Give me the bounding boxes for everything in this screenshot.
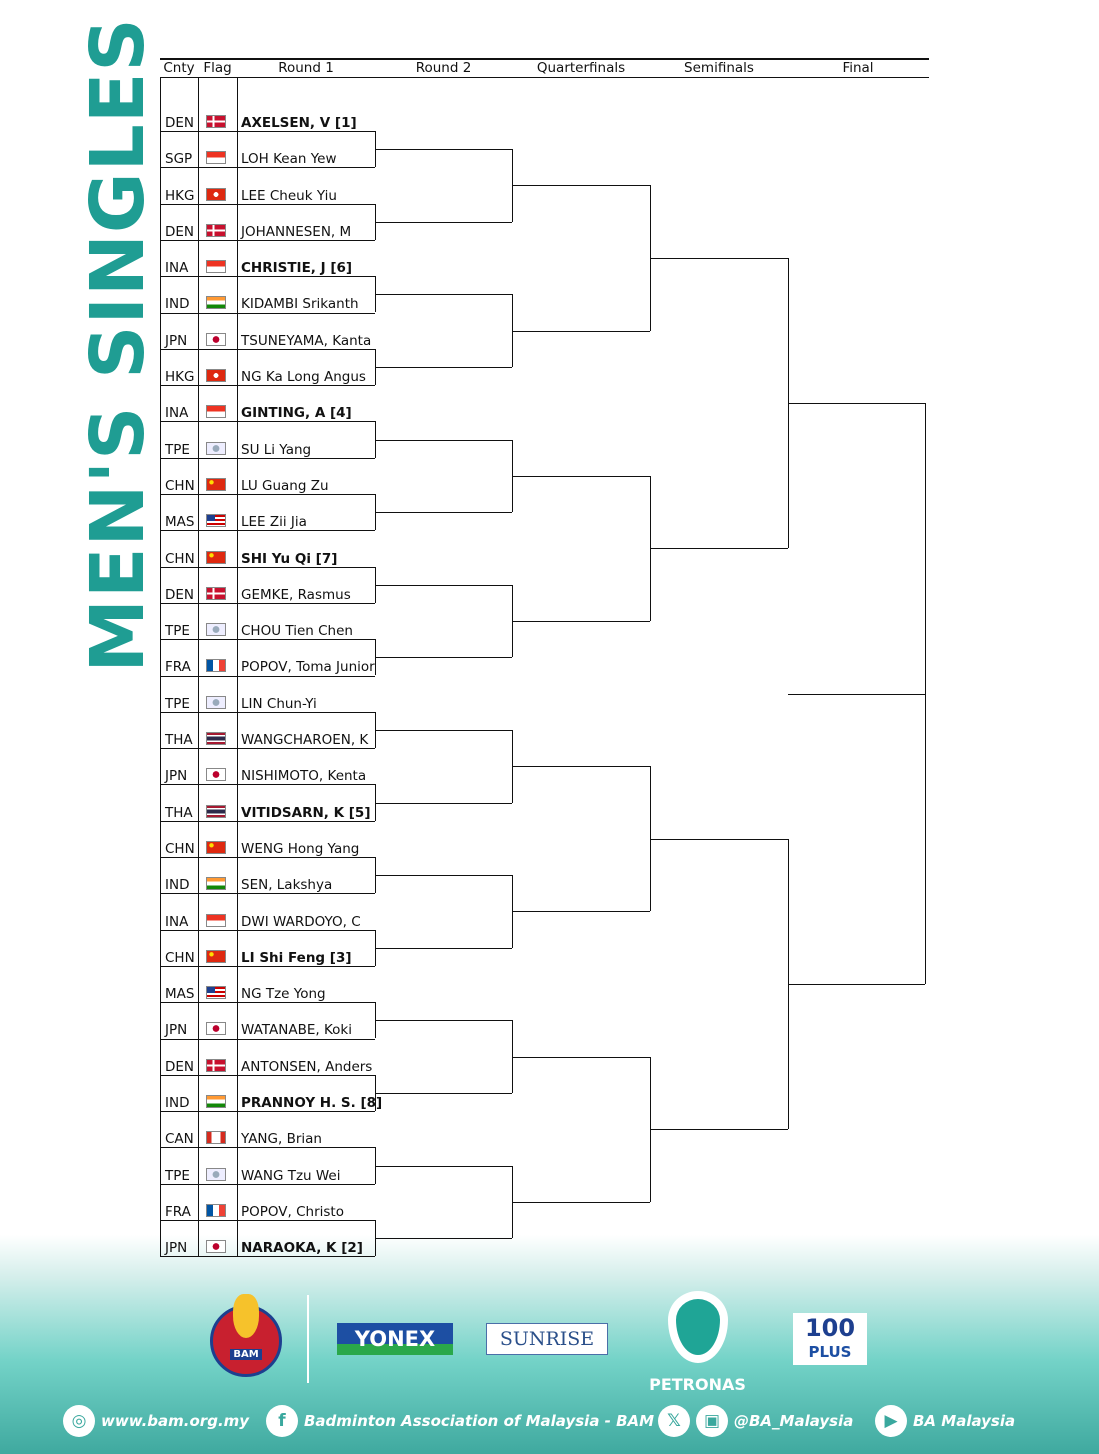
quarterfinal-connector-out	[650, 548, 788, 549]
flag-icon-sgp	[206, 151, 226, 164]
country-code: INA	[165, 260, 189, 277]
quarterfinal-connector-out	[650, 839, 788, 840]
flag-icon-can	[206, 1131, 226, 1144]
player-row	[160, 1002, 375, 1038]
player-name[interactable]: LEE Zii Jia	[241, 514, 307, 531]
flag-icon-jpn	[206, 768, 226, 781]
player-row	[160, 240, 375, 276]
player-row	[160, 95, 375, 131]
player-name[interactable]: LU Guang Zu	[241, 477, 329, 494]
country-code: TPE	[165, 623, 190, 640]
flag-icon-chn	[206, 841, 226, 854]
player-row	[160, 349, 375, 385]
country-code: FRA	[165, 659, 191, 676]
flag-icon-mas	[206, 514, 226, 527]
country-code: TPE	[165, 441, 190, 458]
player-name[interactable]: TSUNEYAMA, Kanta	[241, 332, 372, 349]
player-name[interactable]: POPOV, Christo	[241, 1203, 344, 1220]
player-row	[160, 131, 375, 167]
player-row	[160, 167, 375, 203]
player-name[interactable]: YANG, Brian	[241, 1131, 322, 1148]
round1-connector-out	[375, 803, 512, 804]
header-bottom-rule	[160, 77, 929, 78]
player-name[interactable]: VITIDSARN, K [5]	[241, 804, 371, 821]
page-title: MEN'S SINGLES	[75, 17, 161, 673]
flag-icon-jpn	[206, 1022, 226, 1035]
player-row	[160, 1111, 375, 1147]
player-row	[160, 385, 375, 421]
header-round1: Round 1	[278, 60, 334, 76]
country-code: INA	[165, 913, 189, 930]
country-code: CHN	[165, 840, 195, 857]
player-name[interactable]: LOH Kean Yew	[241, 151, 337, 168]
globe-icon: ◎	[63, 1405, 95, 1437]
facebook-icon: f	[266, 1405, 298, 1437]
player-name[interactable]: NG Tze Yong	[241, 986, 326, 1003]
flag-icon-tha	[206, 732, 226, 745]
player-row	[160, 421, 375, 457]
flag-icon-ina	[206, 260, 226, 273]
player-row	[160, 530, 375, 566]
round2-connector-out	[512, 1057, 650, 1058]
country-code: TPE	[165, 695, 190, 712]
country-code: MAS	[165, 514, 195, 531]
player-row	[160, 930, 375, 966]
row-rule	[160, 1256, 375, 1257]
player-name[interactable]: GEMKE, Rasmus	[241, 586, 351, 603]
flag-icon-ina	[206, 914, 226, 927]
country-code: DEN	[165, 586, 195, 603]
round2-connector-out	[512, 766, 650, 767]
player-row	[160, 276, 375, 312]
flag-icon-mas	[206, 986, 226, 999]
flag-icon-ina	[206, 405, 226, 418]
player-name[interactable]: NISHIMOTO, Kenta	[241, 768, 367, 785]
flag-icon-den	[206, 1059, 226, 1072]
country-code: CHN	[165, 550, 195, 567]
round2-connector-out	[512, 621, 650, 622]
player-name[interactable]: LI Shi Feng [3]	[241, 949, 352, 966]
player-name[interactable]: AXELSEN, V [1]	[241, 114, 357, 131]
youtube-link[interactable]: ▶ BA Malaysia	[875, 1405, 1015, 1437]
player-row	[160, 712, 375, 748]
country-code: IND	[165, 877, 190, 894]
country-code: MAS	[165, 986, 195, 1003]
country-code: IND	[165, 1095, 190, 1112]
champion-line	[788, 694, 925, 695]
round2-connector-out	[512, 331, 650, 332]
footer	[0, 1405, 1099, 1445]
flag-icon-den	[206, 587, 226, 600]
yonex-logo: YONEX	[337, 1323, 453, 1355]
player-row	[160, 1220, 375, 1256]
country-code: CAN	[165, 1131, 194, 1148]
country-code: JPN	[165, 1022, 188, 1039]
country-code: DEN	[165, 223, 195, 240]
country-code: HKG	[165, 369, 195, 386]
country-code: CHN	[165, 949, 195, 966]
player-name[interactable]: PRANNOY H. S. [8]	[241, 1095, 383, 1112]
instagram-icon: ▣	[696, 1405, 728, 1437]
player-name[interactable]: SU Li Yang	[241, 441, 312, 458]
round2-connector-out	[512, 185, 650, 186]
flag-icon-tpe	[206, 442, 226, 455]
flag-icon-ind	[206, 1095, 226, 1108]
flag-icon-hkg	[206, 188, 226, 201]
country-code: DEN	[165, 114, 195, 131]
semifinal-connector-out	[788, 403, 925, 404]
flag-icon-chn	[206, 478, 226, 491]
header-cnty: Cnty	[163, 60, 195, 76]
round1-connector-out	[375, 294, 512, 295]
sunrise-logo: SUNRISE	[486, 1323, 608, 1355]
header-round2: Round 2	[415, 60, 472, 76]
round1-connector-out	[375, 948, 512, 949]
flag-icon-tpe	[206, 1168, 226, 1181]
final-connector	[925, 403, 926, 984]
bam-logo: BAM	[210, 1305, 282, 1377]
round1-connector-out	[375, 512, 512, 513]
country-code: INA	[165, 405, 189, 422]
player-name[interactable]: WANGCHAROEN, K	[241, 732, 369, 749]
round1-connector-out	[375, 657, 512, 658]
country-code: TPE	[165, 1167, 190, 1184]
country-code: THA	[165, 732, 193, 749]
player-name[interactable]: WATANABE, Koki	[241, 1022, 352, 1039]
header-quarterfinals: Quarterfinals	[536, 60, 626, 76]
round1-connector-out	[375, 1093, 512, 1094]
player-row	[160, 567, 375, 603]
player-row	[160, 494, 375, 530]
player-name[interactable]: POPOV, Toma Junior	[241, 659, 375, 676]
round1-connector-out	[375, 1166, 512, 1167]
100plus-logo: 100 PLUS	[793, 1313, 867, 1365]
player-row	[160, 966, 375, 1002]
country-code: IND	[165, 296, 190, 313]
round1-connector-out	[375, 585, 512, 586]
social-link[interactable]: 𝕏 ▣ @BA_Malaysia	[658, 1405, 853, 1437]
player-row	[160, 313, 375, 349]
player-row	[160, 857, 375, 893]
flag-icon-chn	[206, 950, 226, 963]
flag-icon-jpn	[206, 1240, 226, 1253]
country-code: SGP	[165, 151, 193, 168]
player-row	[160, 603, 375, 639]
round1-connector-out	[375, 149, 512, 150]
quarterfinal-connector-out	[650, 1129, 788, 1130]
logo-divider	[307, 1295, 309, 1383]
sponsor-logos	[0, 1285, 1099, 1395]
country-code: JPN	[165, 332, 188, 349]
country-code: DEN	[165, 1058, 195, 1075]
header-flag: Flag	[203, 60, 232, 76]
player-name[interactable]: DWI WARDOYO, C	[241, 913, 361, 930]
round2-connector-out	[512, 1202, 650, 1203]
player-name[interactable]: WANG Tzu Wei	[241, 1167, 341, 1184]
country-code: JPN	[165, 1240, 188, 1257]
flag-icon-tpe	[206, 696, 226, 709]
player-row	[160, 821, 375, 857]
flag-icon-jpn	[206, 333, 226, 346]
semifinal-connector-out	[788, 984, 925, 985]
flag-icon-ind	[206, 877, 226, 890]
player-name[interactable]: NG Ka Long Angus	[241, 369, 366, 386]
player-row	[160, 748, 375, 784]
country-code: FRA	[165, 1203, 191, 1220]
round1-connector-out	[375, 367, 512, 368]
player-row	[160, 1075, 383, 1112]
player-row	[160, 639, 375, 675]
player-row	[160, 1184, 375, 1220]
player-name[interactable]: WENG Hong Yang	[241, 840, 360, 857]
round2-connector-out	[512, 476, 650, 477]
player-name[interactable]: ANTONSEN, Anders	[241, 1058, 373, 1075]
player-row	[160, 1147, 375, 1183]
petronas-logo: PETRONAS	[640, 1285, 755, 1395]
flag-icon-tha	[206, 805, 226, 818]
youtube-icon: ▶	[875, 1405, 907, 1437]
flag-icon-fra	[206, 1204, 226, 1217]
player-row	[160, 1039, 375, 1075]
country-code: THA	[165, 804, 193, 821]
x-icon: 𝕏	[658, 1405, 690, 1437]
round1-connector-out	[375, 222, 512, 223]
player-row	[160, 676, 375, 712]
flag-icon-chn	[206, 551, 226, 564]
player-name[interactable]: CHRISTIE, J [6]	[241, 260, 353, 277]
player-name[interactable]: NARAOKA, K [2]	[241, 1240, 363, 1257]
player-row	[160, 458, 375, 494]
country-code: CHN	[165, 477, 195, 494]
round2-connector-out	[512, 911, 650, 912]
player-name[interactable]: SEN, Lakshya	[241, 877, 333, 894]
facebook-link[interactable]: f Badminton Association of Malaysia - BAM	[266, 1405, 654, 1437]
flag-icon-den	[206, 224, 226, 237]
player-row	[160, 204, 375, 240]
round1-connector-out	[375, 1020, 512, 1021]
flag-icon-ind	[206, 296, 226, 309]
player-name[interactable]: GINTING, A [4]	[241, 405, 352, 422]
country-code: JPN	[165, 768, 188, 785]
round1-connector-out	[375, 1238, 512, 1239]
quarterfinal-connector-out	[650, 258, 788, 259]
player-name[interactable]: KIDAMBI Srikanth	[241, 296, 359, 313]
country-code: HKG	[165, 187, 195, 204]
flag-icon-den	[206, 115, 226, 128]
player-name[interactable]: LEE Cheuk Yiu	[241, 187, 337, 204]
website-link[interactable]: ◎ www.bam.org.my	[63, 1405, 249, 1437]
player-row	[160, 784, 375, 820]
flag-icon-hkg	[206, 369, 226, 382]
header-final: Final	[842, 60, 874, 76]
player-name[interactable]: JOHANNESEN, M	[241, 223, 352, 240]
player-name[interactable]: LIN Chun-Yi	[241, 695, 317, 712]
flag-icon-fra	[206, 659, 226, 672]
round1-connector-out	[375, 730, 512, 731]
player-row	[160, 893, 375, 929]
header-semifinals: Semifinals	[684, 60, 754, 76]
player-name[interactable]: SHI Yu Qi [7]	[241, 550, 338, 567]
flag-icon-tpe	[206, 623, 226, 636]
round1-connector-out	[375, 875, 512, 876]
player-name[interactable]: CHOU Tien Chen	[241, 623, 353, 640]
round1-connector-out	[375, 440, 512, 441]
